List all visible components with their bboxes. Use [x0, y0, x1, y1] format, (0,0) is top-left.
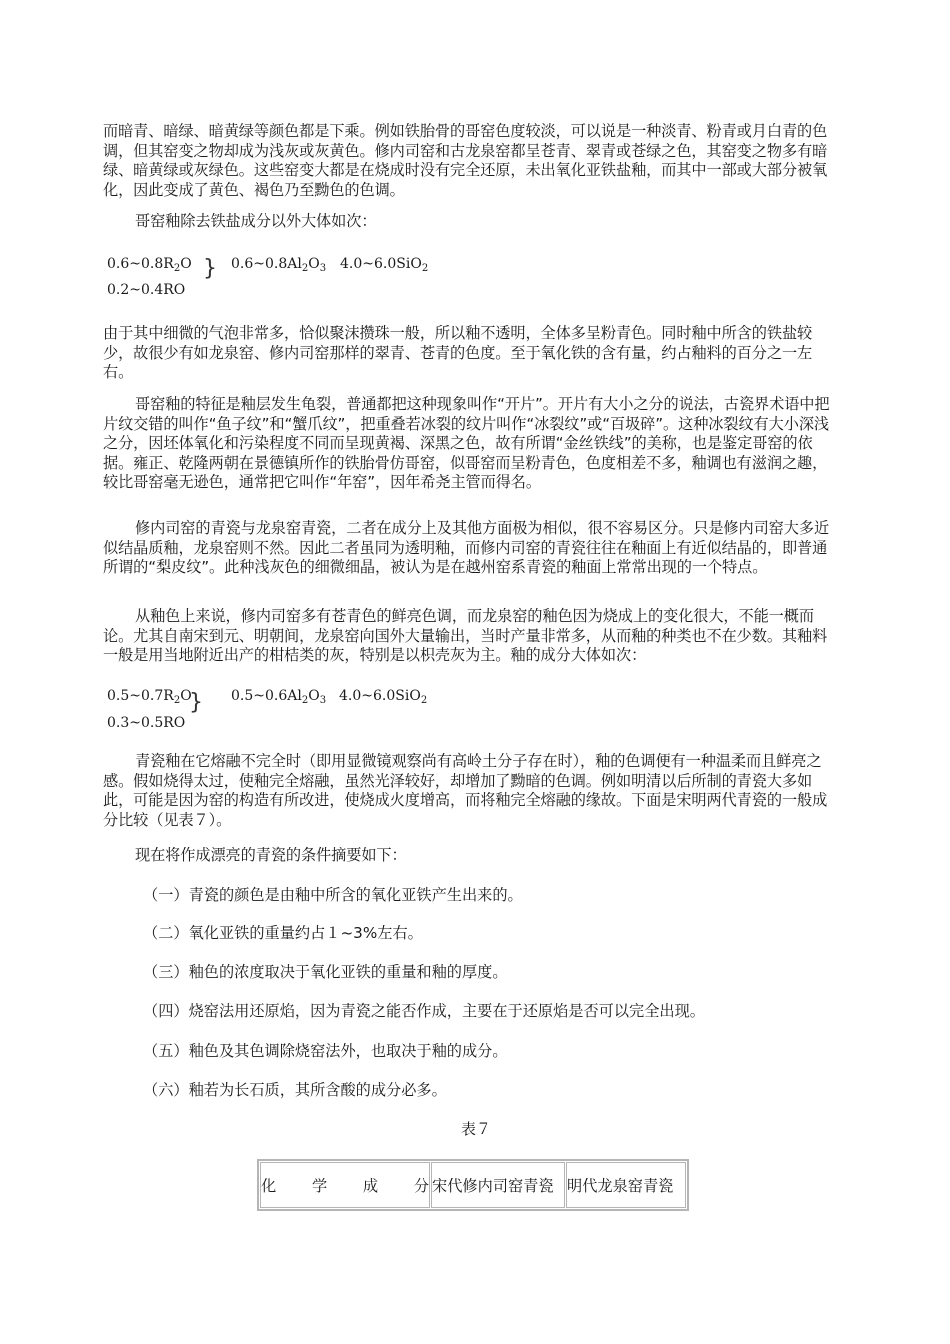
formula-al2o3: $0.6\sim 0.8Al_2O_3$: [231, 256, 327, 274]
paragraph-crackle: 哥窑釉的特征是釉层发生龟裂，普通都把这种现象叫作“开片”。开片有大小之分的说法，古瓷界术语中把片纹交错的叫作“鱼子纹”和“蟹爪纹”，把重叠若冰裂的纹片叫作“冰裂纹”或“百圾碎”。这种冰裂纹有大小深浅之分，因坯体氧化和污染程度不同而呈现黄褐、深黑之色，故有所谓“金丝铁线”的美称，也是鉴定哥窑的依据。雍正、乾隆两朝在景德镇所作的铁胎骨仿哥窑，似哥窑而呈粉青色，色度相差不多，釉调也有滋润之趣，较比哥窑毫无逊色，通常把它叫作“年窑”，因年希尧主管而得名。: [103, 395, 830, 491]
table-caption: 表７: [461, 1120, 492, 1138]
paragraph-bubbles: 由于其中细微的气泡非常多，恰似聚沫攒珠一般，所以釉不透明，全体多呈粉青色。同时釉中所含的铁盐较少，故很少有如龙泉窑、修内司窑那样的翠青、苍青的色度。至于氧化铁的含有量，约占釉料的百分之一左右。: [103, 324, 813, 381]
formula-ro: 0.3~0.5RO: [107, 715, 186, 731]
formula-sio2: 4.0~6.0SiO$_2$: [339, 688, 428, 706]
table-header-cell: 明代龙泉窑青瓷: [566, 1162, 686, 1208]
condition-item: （四）烧窑法用还原焰，因为青瓷之能否作成，主要在于还原焰是否可以完全出现。: [143, 1002, 705, 1020]
table-header-cell: 化学成分: [260, 1162, 430, 1208]
paragraph-ge-glaze-intro: 哥窑釉除去铁盐成分以外大体如次：: [135, 212, 377, 230]
formula-r2o: $0.5\sim 0.7R_2O$: [107, 688, 192, 706]
paragraph-intro: 而暗青、暗绿、暗黄绿等颜色都是下乘。例如铁胎骨的哥窑色度较淡，可以说是一种淡青、粉青或月白青的色调，但其窑变之物却成为浅灰或灰黄色。修内司窑和古龙泉窑都呈苍青、翠青或苍绿之色，其窑变之物多有暗绿、暗黄绿或灰绿色。这些窑变大都是在烧成时没有完全还原，未出氧化亚铁盐釉，而其中一部或大部分被氧化，因此变成了黄色、褐色乃至黝色的色调。: [103, 122, 828, 199]
condition-item: （三）釉色的浓度取决于氧化亚铁的重量和釉的厚度。: [143, 963, 508, 981]
formula-sio2: 4.0~6.0SiO$_2$: [340, 256, 429, 274]
condition-item: （二）氧化亚铁的重量约占１~3%左右。: [143, 924, 423, 942]
paragraph-glaze-color: 从釉色上来说，修内司窑多有苍青色的鲜亮色调，而龙泉窑的釉色因为烧成上的变化很大，不能一概而论。尤其自南宋到元、明朝间，龙泉窑向国外大量输出，当时产量非常多，从而釉的种类也不在少数。其釉料一般是用当地附近出产的柑桔类的灰，特别是以枳壳灰为主。釉的成分大体如次：: [103, 607, 828, 664]
formula-r2o: $0.6\sim 0.8R_2O$: [107, 256, 192, 274]
brace-symbol: }: [203, 256, 217, 281]
paragraph-xiuneisi-longquan: 修内司窑的青瓷与龙泉窑青瓷，二者在成分上及其他方面极为相似，很不容易区分。只是修内司窑大多近似结晶质釉，龙泉窑则不然。因此二者虽同为透明釉，而修内司窑的青瓷往往在釉面上有近似结晶的，即普通所谓的“梨皮纹”。此种浅灰色的细微细晶，被认为是在越州窑系青瓷的釉面上常常出现的一个特点。: [103, 519, 830, 576]
composition-table: [257, 1159, 689, 1211]
brace-symbol: }: [189, 690, 203, 715]
formula-ro: 0.2~0.4RO: [107, 282, 186, 298]
formula-al2o3: $0.5\sim 0.6Al_2O_3$: [231, 688, 327, 706]
condition-item: （五）釉色及其色调除烧窑法外，也取决于釉的成分。: [143, 1042, 508, 1060]
formula-ge-glaze: [107, 254, 507, 304]
paragraph-melting: 青瓷釉在它熔融不完全时（即用显微镜观察尚有高岭土分子存在时），釉的色调便有一种温柔而且鲜亮之感。假如烧得太过，使釉完全熔融，虽然光泽较好，却增加了黝暗的色调。例如明清以后所制的青瓷大多如此，可能是因为窑的构造有所改进，使烧成火度增高，而将釉完全熔融的缘故。下面是宋明两代青瓷的一般成分比较（见表７）。: [103, 752, 828, 829]
table-header-row: [260, 1162, 686, 1208]
condition-item: （一）青瓷的颜色是由釉中所含的氧化亚铁产生出来的。: [143, 886, 523, 904]
condition-item: （六）釉若为长石质，其所含酸的成分必多。: [143, 1081, 447, 1099]
table-header-cell: 宋代修内司窑青瓷: [431, 1162, 565, 1208]
formula-longquan-glaze: [107, 686, 507, 736]
paragraph-conditions-intro: 现在将作成漂亮的青瓷的条件摘要如下：: [135, 846, 407, 864]
